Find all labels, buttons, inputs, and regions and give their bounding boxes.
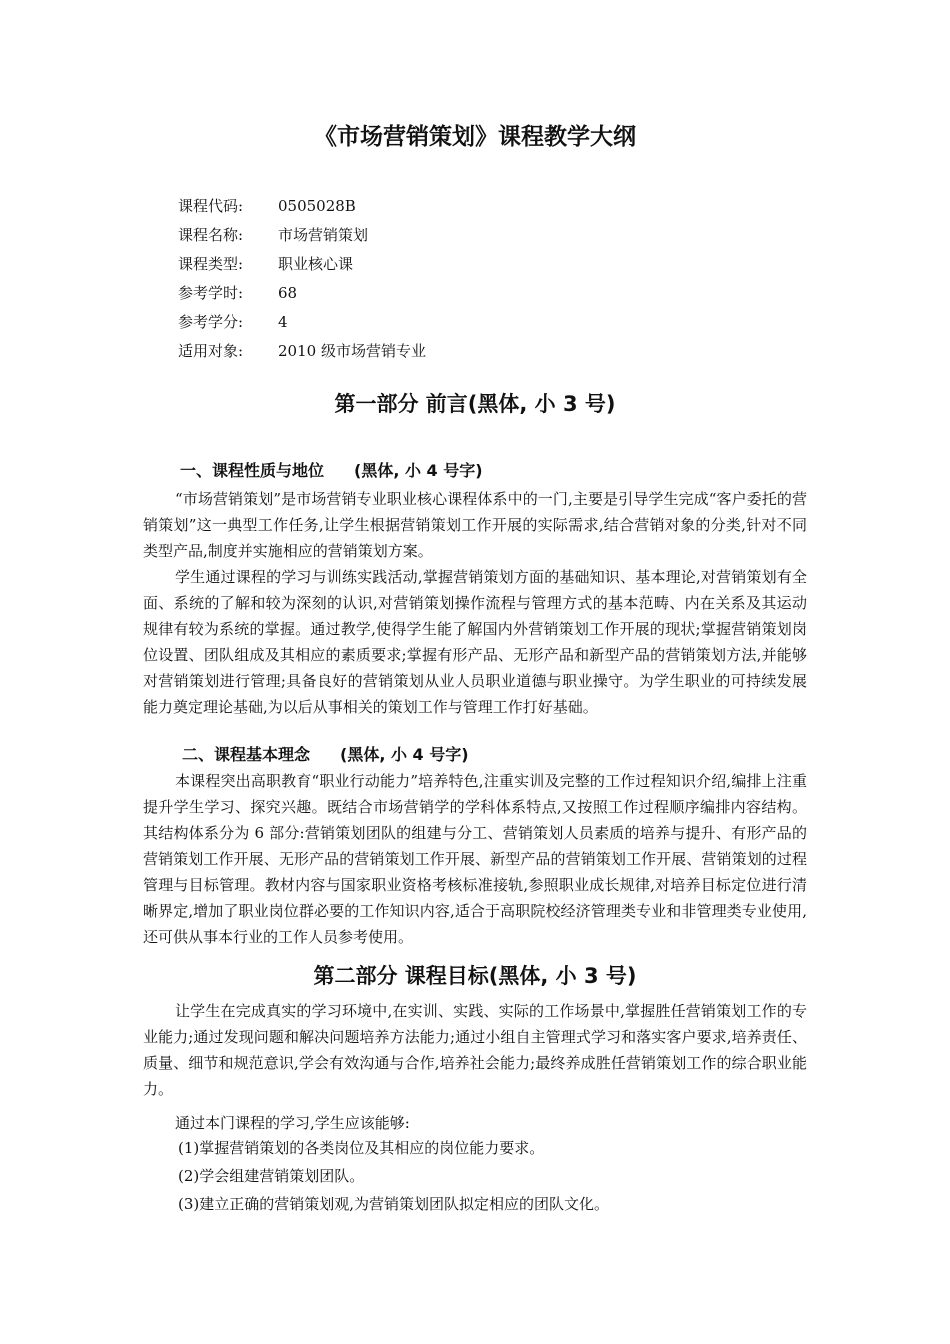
target-audience-value: 2010 级市场营销专业 bbox=[278, 342, 426, 360]
course-info-row bbox=[178, 337, 426, 366]
section2-heading-text: 二、课程基本理念 bbox=[182, 745, 311, 764]
course-type-value: 职业核心课 bbox=[278, 255, 354, 273]
course-hours-value: 68 bbox=[278, 284, 298, 302]
section1-heading-note: (黑体, 小 4 号字) bbox=[354, 461, 483, 480]
part2-heading: 第二部分 课程目标(黑体, 小 3 号) bbox=[313, 964, 637, 988]
part1-heading: 第一部分 前言(黑体, 小 3 号) bbox=[334, 392, 616, 416]
paragraph: 让学生在完成真实的学习环境中,在实训、实践、实际的工作场景中,掌握胜任营销策划工作的专业能力;通过发现问题和解决问题培养方法能力;通过小组自主管理式学习和落实客户要求,培养责任、质量、细节和规范意识,学会有效沟通与合作,培养社会能力;最终养成胜任营销策划工作的综合职业能力。 bbox=[143, 1002, 807, 1098]
course-code-value: 0505028B bbox=[278, 197, 356, 215]
section1-heading-text: 一、课程性质与地位 bbox=[180, 461, 325, 480]
section2-heading-note: (黑体, 小 4 号字) bbox=[340, 745, 469, 764]
paragraph: 学生通过课程的学习与训练实践活动,掌握营销策划方面的基础知识、基本理论,对营销策划有全面、系统的了解和较为深刻的认识,对营销策划操作流程与管理方式的基本范畴、内在关系及其运动规律有较为系统的掌握。通过教学,使得学生能了解国内外营销策划工作开展的现状;掌握营销策划岗位设置、团队组成及其相应的素质要求;掌握有形产品、无形产品和新型产品的营销策划方法,并能够对营销策划进行管理;具备良好的营销策划从业人员职业道德与职业操守。为学生职业的可持续发展能力奠定理论基础,为以后从事相关的策划工作与管理工作打好基础。 bbox=[143, 568, 807, 716]
course-info-table bbox=[178, 192, 426, 366]
objectives-list bbox=[178, 1134, 609, 1218]
course-info-row bbox=[178, 279, 426, 308]
course-info-row bbox=[178, 250, 426, 279]
section1-heading bbox=[180, 458, 483, 481]
course-info-row bbox=[178, 308, 426, 337]
section2-heading bbox=[182, 742, 469, 765]
course-info-row bbox=[178, 192, 426, 221]
paragraph: 通过本门课程的学习,学生应该能够: bbox=[175, 1114, 410, 1132]
document-title: 《市场营销策划》课程教学大纲 bbox=[314, 124, 636, 150]
paragraph: “市场营销策划”是市场营销专业职业核心课程体系中的一门,主要是引导学生完成“客户委托的营销策划”这一典型工作任务,让学生根据营销策划工作开展的实际需求,结合营销对象的分类,针对不同类型产品,制度并实施相应的营销策划方案。 bbox=[143, 490, 807, 560]
course-credits-label: 参考学分: bbox=[178, 313, 244, 331]
course-code-label: 课程代码: bbox=[178, 197, 244, 215]
course-type-label: 课程类型: bbox=[178, 255, 244, 273]
list-item: (3)建立正确的营销策划观,为营销策划团队拟定相应的团队文化。 bbox=[178, 1195, 610, 1213]
paragraph: 本课程突出高职教育“职业行动能力”培养特色,注重实训及完整的工作过程知识介绍,编排上注重提升学生学习、探究兴趣。既结合市场营销学的学科体系特点,又按照工作过程顺序编排内容结构。其结构体系分为 6 部分:营销策划团队的组建与分工、营销策划人员素质的培养与提升、有形产品的营销策划工作开展、无形产品的营销策划工作开展、新型产品的营销策划工作开展、营销策划的过程管理与目标管理。教材内容与国家职业资格考核标准接轨,参照职业成长规律,对培养目标定位进行清晰界定,增加了职业岗位群必要的工作知识内容,适合于高职院校经济管理类专业和非管理类专业使用,还可供从事本行业的工作人员参考使用。 bbox=[143, 772, 807, 946]
course-name-label: 课程名称: bbox=[178, 226, 244, 244]
course-hours-label: 参考学时: bbox=[178, 284, 244, 302]
course-credits-value: 4 bbox=[278, 313, 288, 331]
target-audience-label: 适用对象: bbox=[178, 342, 244, 360]
course-info-row bbox=[178, 221, 426, 250]
list-item: (1)掌握营销策划的各类岗位及其相应的岗位能力要求。 bbox=[178, 1139, 545, 1157]
list-item: (2)学会组建营销策划团队。 bbox=[178, 1167, 365, 1185]
course-name-value: 市场营销策划 bbox=[278, 226, 369, 244]
